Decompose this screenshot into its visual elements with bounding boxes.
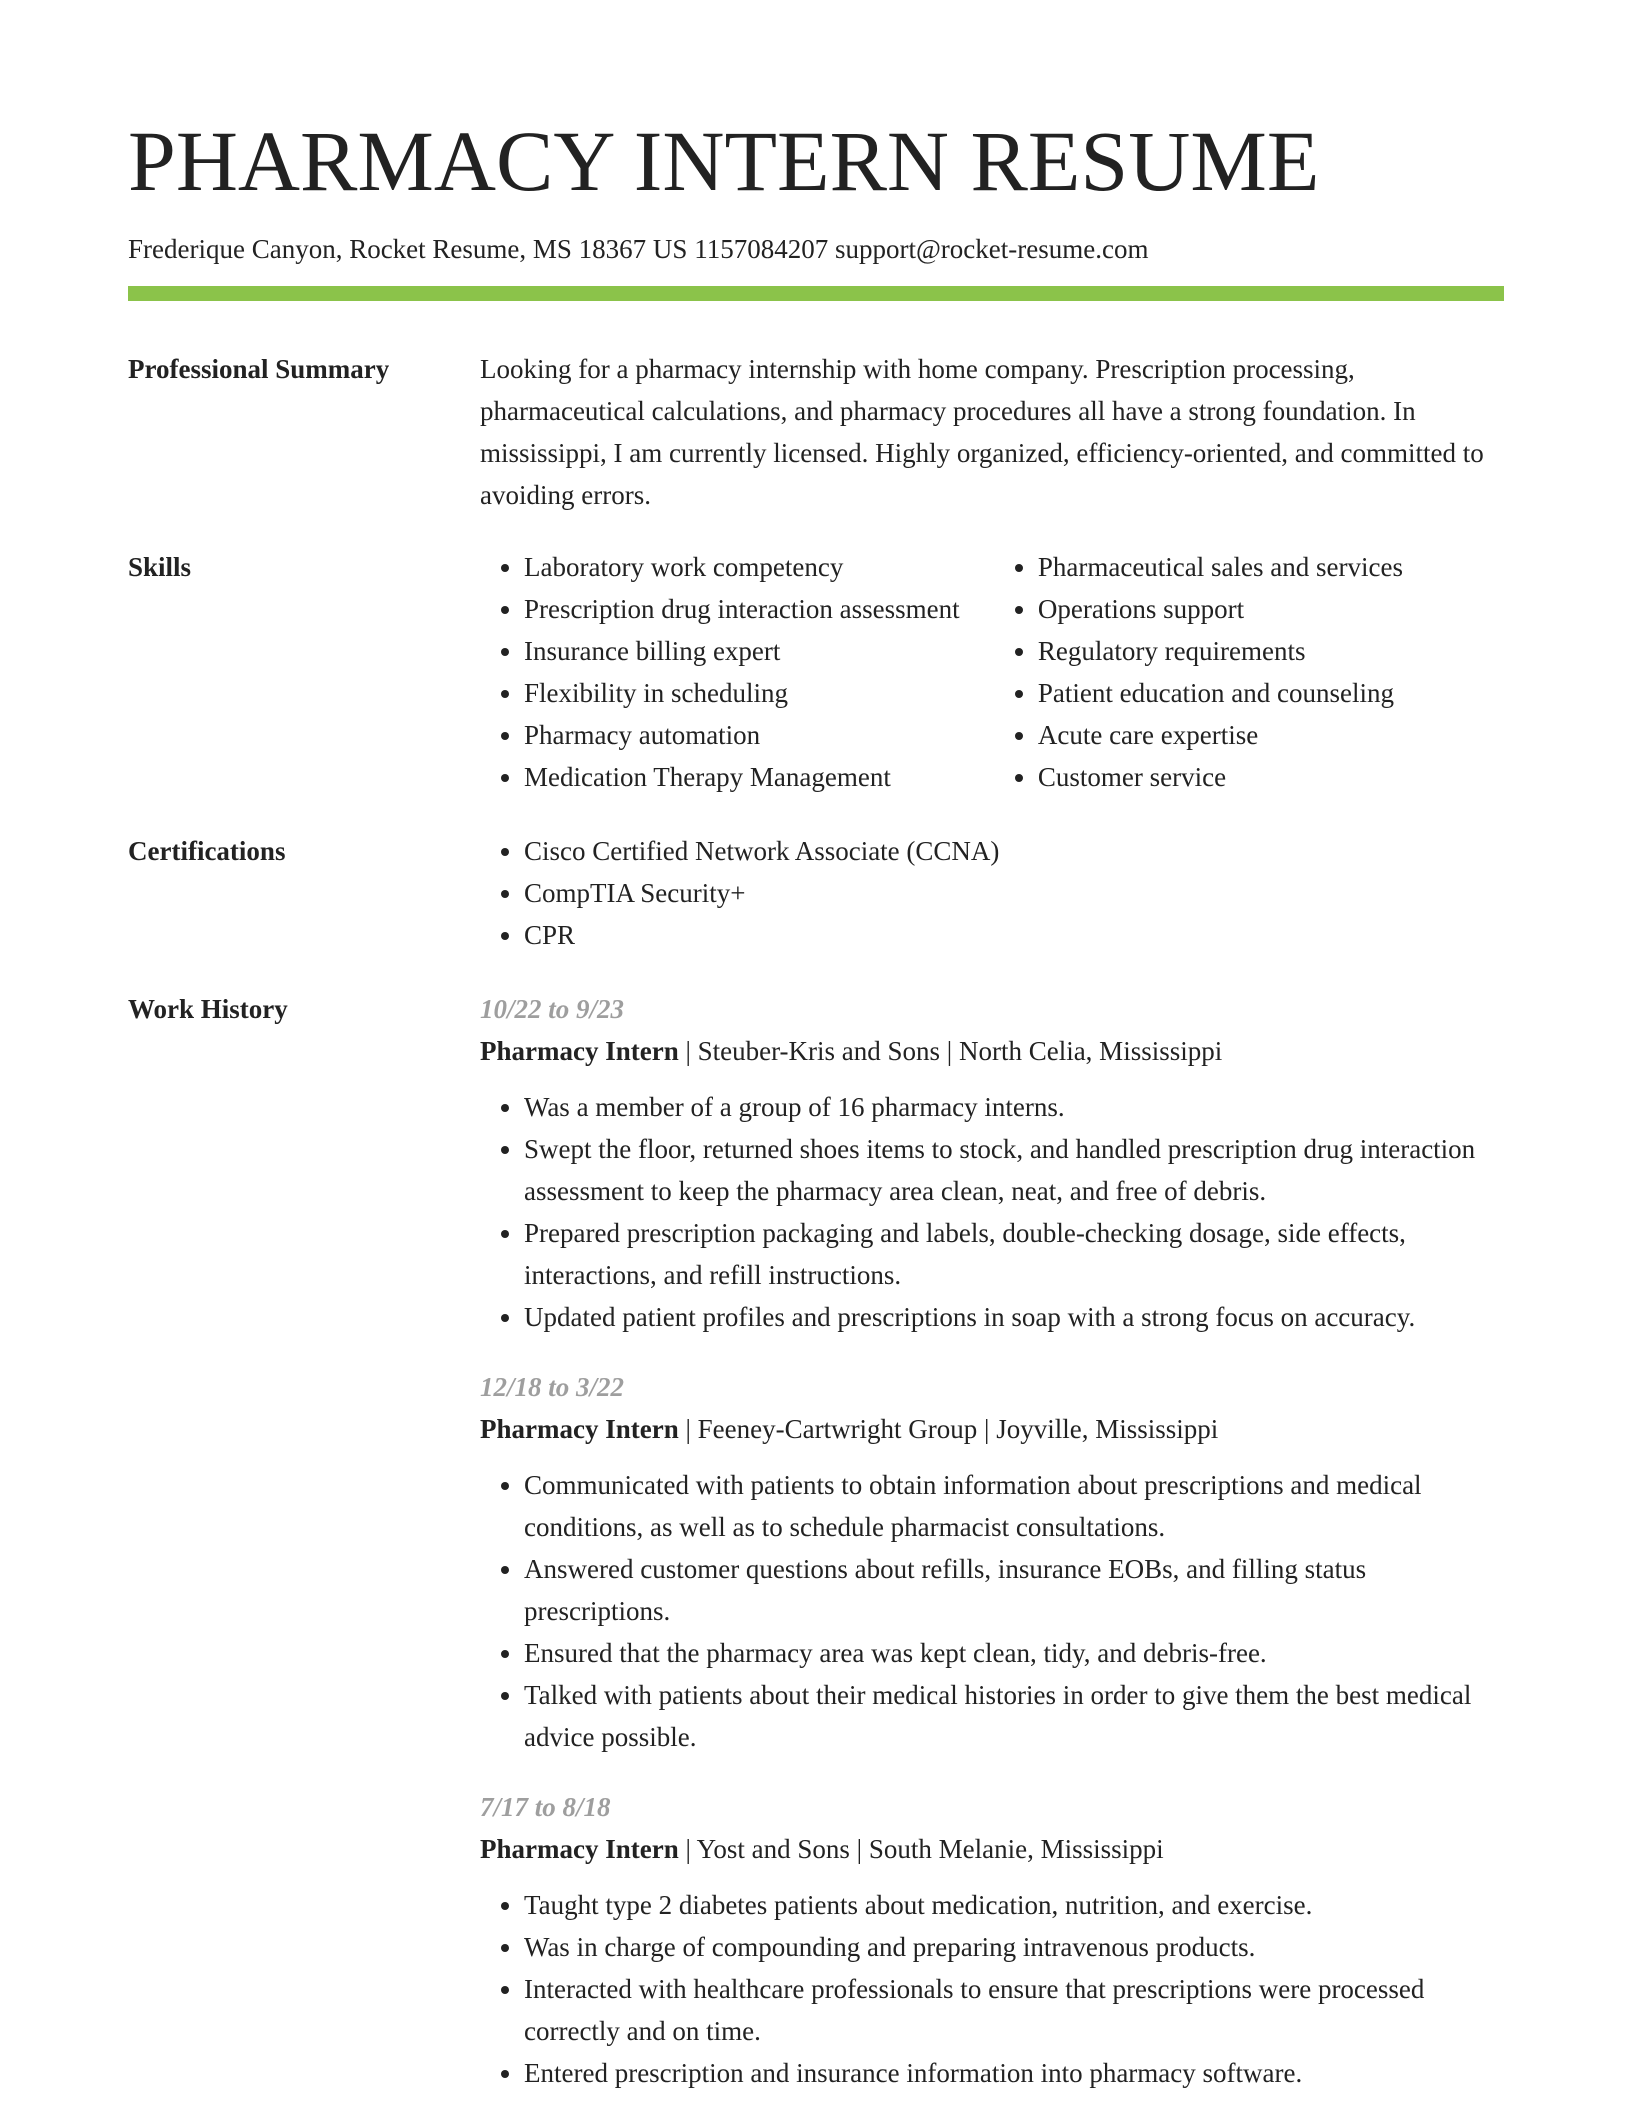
- skill-item: • Prescription drug interaction assessment: [524, 588, 994, 630]
- job-company: | Feeney-Cartwright Group | Joyville, Mississippi: [678, 1414, 1219, 1444]
- certifications-label: Certifications: [128, 836, 286, 866]
- job-bullet: • Talked with patients about their medical histories in order to give them the best medical advice possible.: [524, 1674, 1504, 1758]
- job-bullet: • Swept the floor, returned shoes items to stock, and handled prescription drug interaction assessment to keep the pharmacy area clean, neat, and free of debris.: [524, 1128, 1504, 1212]
- job-bullet: • Ensured that the pharmacy area was kept clean, tidy, and debris-free.: [524, 1632, 1504, 1674]
- skill-item: • Medication Therapy Management: [524, 756, 994, 798]
- job-bullets: [480, 1464, 1504, 1758]
- summary-label: Professional Summary: [128, 354, 390, 384]
- certifications-body: [480, 830, 1504, 956]
- job-bullet: • Prepared prescription packaging and labels, double-checking dosage, side effects, interactions, and refill instructions.: [524, 1212, 1504, 1296]
- certification-item: • CPR: [524, 914, 1504, 956]
- skills-list-left: [480, 546, 994, 798]
- resume-title: PHARMACY INTERN RESUME: [128, 113, 1320, 209]
- certification-item: • CompTIA Security+: [524, 872, 1504, 914]
- job-role: Pharmacy Intern: [480, 1036, 679, 1066]
- job-entry: [480, 988, 1504, 1338]
- job-company: | Yost and Sons | South Melanie, Mississippi: [678, 1834, 1164, 1864]
- job-entry: [480, 1786, 1504, 2094]
- resume-page: [128, 0, 1504, 2112]
- skill-item: • Patient education and counseling: [1038, 672, 1504, 714]
- summary-text: Looking for a pharmacy internship with home company. Prescription processing, pharmaceutical calculations, and pharmacy procedures all have a strong foundation. In mississippi, I am currently licensed. Highly organized, efficiency-oriented, and committed to avoiding errors.: [480, 354, 1484, 510]
- skill-item: • Pharmacy automation: [524, 714, 994, 756]
- skills-label: Skills: [128, 552, 192, 582]
- certification-item: • Cisco Certified Network Associate (CCNA): [524, 830, 1504, 872]
- skill-item: • Regulatory requirements: [1038, 630, 1504, 672]
- summary-body: [480, 348, 1504, 516]
- certifications-list: [480, 830, 1504, 956]
- job-role: Pharmacy Intern: [480, 1834, 679, 1864]
- job-bullet: • Entered prescription and insurance information into pharmacy software.: [524, 2052, 1504, 2094]
- contact-line: Frederique Canyon, Rocket Resume, MS 18367 US 1157084207 support@rocket-resume.com: [128, 234, 1149, 264]
- skill-item: • Pharmaceutical sales and services: [1038, 546, 1504, 588]
- job-header: [480, 1408, 1504, 1450]
- job-header: [480, 1030, 1504, 1072]
- job-bullet: • Was a member of a group of 16 pharmacy interns.: [524, 1086, 1504, 1128]
- skills-body: [480, 546, 1504, 798]
- job-date: 7/17 to 8/18: [480, 1792, 611, 1822]
- job-date: 12/18 to 3/22: [480, 1372, 625, 1402]
- job-entry: [480, 1366, 1504, 1758]
- skills-list-right: [994, 546, 1504, 798]
- job-bullet: • Taught type 2 diabetes patients about medication, nutrition, and exercise.: [524, 1884, 1504, 1926]
- skill-item: • Insurance billing expert: [524, 630, 994, 672]
- job-bullets: [480, 1884, 1504, 2094]
- skill-item: • Operations support: [1038, 588, 1504, 630]
- job-bullets: [480, 1086, 1504, 1338]
- job-bullet: • Interacted with healthcare professionals to ensure that prescriptions were processed correctly and on time.: [524, 1968, 1504, 2052]
- skill-item: • Laboratory work competency: [524, 546, 994, 588]
- job-bullet: • Communicated with patients to obtain information about prescriptions and medical conditions, as well as to schedule pharmacist consultations.: [524, 1464, 1504, 1548]
- job-bullet: • Updated patient profiles and prescriptions in soap with a strong focus on accuracy.: [524, 1296, 1504, 1338]
- skill-item: • Acute care expertise: [1038, 714, 1504, 756]
- job-role: Pharmacy Intern: [480, 1414, 679, 1444]
- skill-item: • Flexibility in scheduling: [524, 672, 994, 714]
- job-date: 10/22 to 9/23: [480, 994, 625, 1024]
- job-bullet: • Answered customer questions about refills, insurance EOBs, and filling status prescriptions.: [524, 1548, 1504, 1632]
- job-bullet: • Was in charge of compounding and preparing intravenous products.: [524, 1926, 1504, 1968]
- accent-divider: [128, 286, 1504, 301]
- work-history-label: Work History: [128, 994, 288, 1024]
- work-history-body: [480, 988, 1504, 2112]
- job-header: [480, 1828, 1504, 1870]
- skill-item: • Customer service: [1038, 756, 1504, 798]
- job-company: | Steuber-Kris and Sons | North Celia, Mississippi: [678, 1036, 1223, 1066]
- skills-columns: [480, 546, 1504, 798]
